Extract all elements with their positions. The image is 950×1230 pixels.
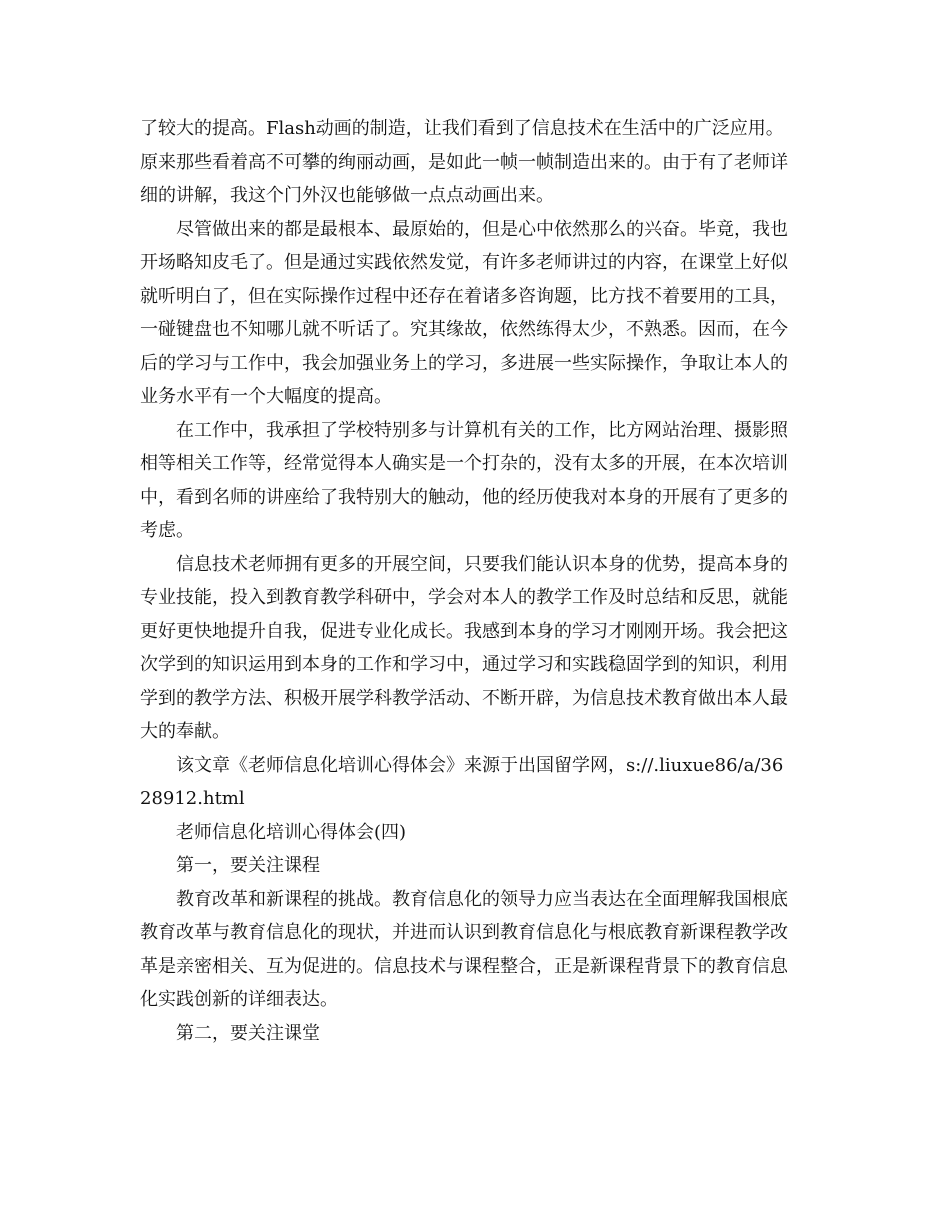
text-line: 开场略知皮毛了。但是通过实践依然发觉，有许多老师讲过的内容，在课堂上好似 — [140, 252, 788, 273]
text-line: 原来那些看着高不可攀的绚丽动画，是如此一帧一帧制造出来的。由于有了老师详 — [140, 151, 788, 173]
text-line: 教育改革和新课程的挑战。教育信息化的领导力应当表达在全面理解我国根底 — [176, 888, 788, 910]
text-line: 在工作中，我承担了学校特别多与计算机有关的工作，比方网站治理、摄影照 — [176, 419, 788, 441]
text-line: 第二，要关注课堂 — [176, 1022, 320, 1044]
text-line: 第一，要关注课程 — [176, 855, 320, 876]
paragraph-3 — [140, 414, 818, 548]
section-title — [140, 816, 818, 850]
heading-first — [140, 849, 818, 883]
text-line: 后的学习与工作中，我会加强业务上的学习，多进展一些实际操作，争取让本人的 — [140, 352, 788, 374]
text-line: 信息技术老师拥有更多的开展空间，只要我们能认识本身的优势，提高本身的 — [176, 553, 788, 575]
text-line: 化实践创新的详细表达。 — [140, 989, 338, 1010]
text-line: 专业技能，投入到教育教学科研中，学会对本人的教学工作及时总结和反思，就能 — [140, 587, 788, 608]
text-line: 业务水平有一个大幅度的提高。 — [140, 386, 392, 407]
text-line: 细的讲解，我这个门外汉也能够做一点点动画出来。 — [140, 185, 554, 206]
text-line: 更好更快地提升自我，促进专业化成长。我感到本身的学习才刚刚开场。我会把这 — [140, 620, 788, 642]
text-line: 学到的教学方法、积极开展学科教学活动、不断开辟，为信息技术教育做出本人最 — [140, 687, 788, 709]
text-line: 次学到的知识运用到本身的工作和学习中，通过学习和实践稳固学到的知识，利用 — [140, 654, 788, 675]
paragraph-5 — [140, 883, 818, 1017]
text-line: 28912.html — [140, 788, 245, 809]
text-line: 就听明白了，但在实际操作过程中还存在着诸多咨询题，比方找不着要用的工具， — [140, 285, 788, 307]
text-line: 中，看到名师的讲座给了我特别大的触动，他的经历使我对本身的开展有了更多的 — [140, 486, 788, 508]
text-line: 考虑。 — [140, 520, 194, 541]
paragraph-4 — [140, 548, 818, 749]
paragraph-1 — [140, 112, 818, 213]
text-line: 该文章《老师信息化培训心得体会》来源于出国留学网，s://.liuxue86/a/36 — [176, 754, 784, 776]
text-line: 了较大的提高。Flash动画的制造，让我们看到了信息技术在生活中的广泛应用。 — [140, 118, 784, 139]
text-line: 革是亲密相关、互为促进的。信息技术与课程整合，正是新课程背景下的教育信息 — [140, 955, 788, 977]
text-line: 一碰键盘也不知哪儿就不听话了。究其缘故，依然练得太少，不熟悉。因而，在今 — [140, 319, 788, 340]
text-line: 相等相关工作等，经常觉得本人确实是一个打杂的，没有太多的开展，在本次培训 — [140, 453, 788, 474]
heading-second — [140, 1017, 818, 1051]
paragraph-source — [140, 749, 818, 816]
text-line: 老师信息化培训心得体会(四) — [176, 821, 407, 843]
text-line: 大的奉献。 — [140, 721, 230, 742]
text-line: 教育改革与教育信息化的现状，并进而认识到教育信息化与根底教育新课程教学改 — [140, 922, 788, 943]
text-line: 尽管做出来的都是最根本、最原始的，但是心中依然那么的兴奋。毕竟，我也 — [176, 218, 788, 240]
paragraph-2 — [140, 213, 818, 414]
document-page — [140, 112, 818, 1050]
